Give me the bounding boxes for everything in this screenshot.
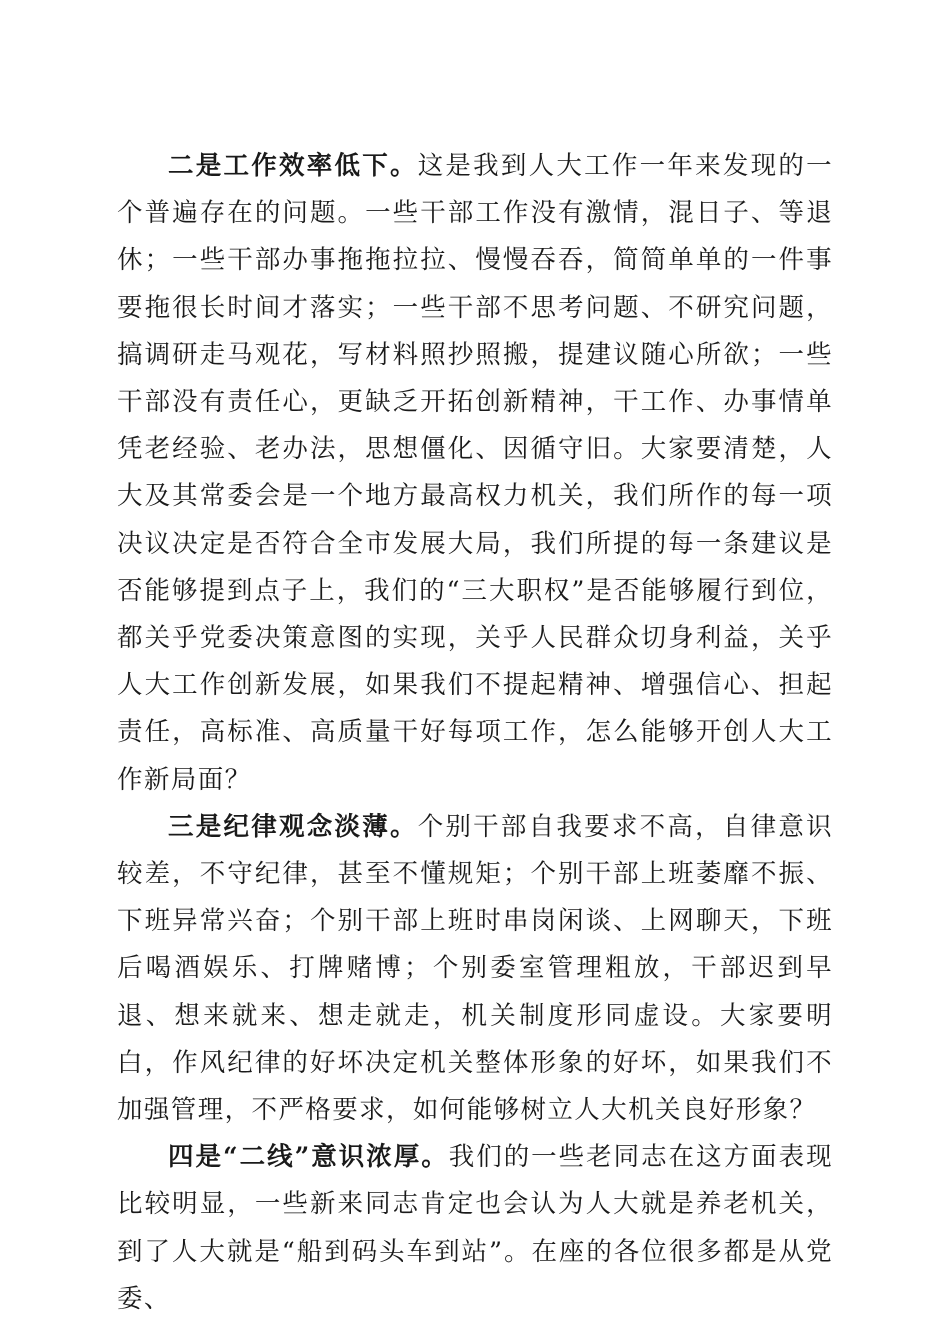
paragraph-text: 个别干部自我要求不高，自律意识较差，不守纪律，甚至不懂规矩；个别干部上班萎靡不振、下班异常兴奋；个别干部上班时串岗闲谈、上网聊天，下班后喝酒娱乐、打牌赌博；个别委室管理粗放，干部迟到早退、想来就来、想走就走，机关制度形同虚设。大家要明白，作风纪律的好坏决定机关整体形象的好坏，如果我们不加强管理，不严格要求，如何能够树立人大机关良好形象？ bbox=[117, 811, 833, 1126]
paragraph-lead: 四是“二线”意识浓厚。 bbox=[168, 1142, 449, 1173]
paragraph-lead: 二是工作效率低下。 bbox=[168, 151, 418, 181]
paragraph-text: 这是我到人大工作一年来发现的一个普遍存在的问题。一些干部工作没有激情，混日子、等退休；一些干部办事拖拖拉拉、慢慢吞吞，简简单单的一件事要拖很长时间才落实；一些干部不思考问题、不研究问题，搞调研走马观花，写材料照抄照搬，提建议随心所欲；一些干部没有责任心，更缺乏开拓创新精神，干工作、办事情单凭老经验、老办法，思想僵化、因循守旧。大家要清楚，人大及其常委会是一个地方最高权力机关，我们所作的每一项决议决定是否符合全市发展大局，我们所提的每一条建议是否能够提到点子上，我们的“三大职权”是否能够履行到位，都关乎党委决策意图的实现，关乎人民群众切身利益，关乎人大工作创新发展，如果我们不提起精神、增强信心、担起责任，高标准、高质量干好每项工作，怎么能够开创人大工作新局面？ bbox=[117, 151, 833, 795]
paragraph-work-efficiency bbox=[117, 143, 833, 804]
paragraph-second-line bbox=[117, 1134, 833, 1323]
paragraph-text: 我们的一些老同志在这方面表现比较明显，一些新来同志肯定也会认为人大就是养老机关，到了人大就是“船到码头车到站”。在座的各位很多都是从党委、 bbox=[117, 1142, 833, 1314]
paragraph-discipline bbox=[117, 804, 833, 1134]
paragraph-lead: 三是纪律观念淡薄。 bbox=[168, 811, 418, 842]
document-body bbox=[117, 143, 833, 1323]
